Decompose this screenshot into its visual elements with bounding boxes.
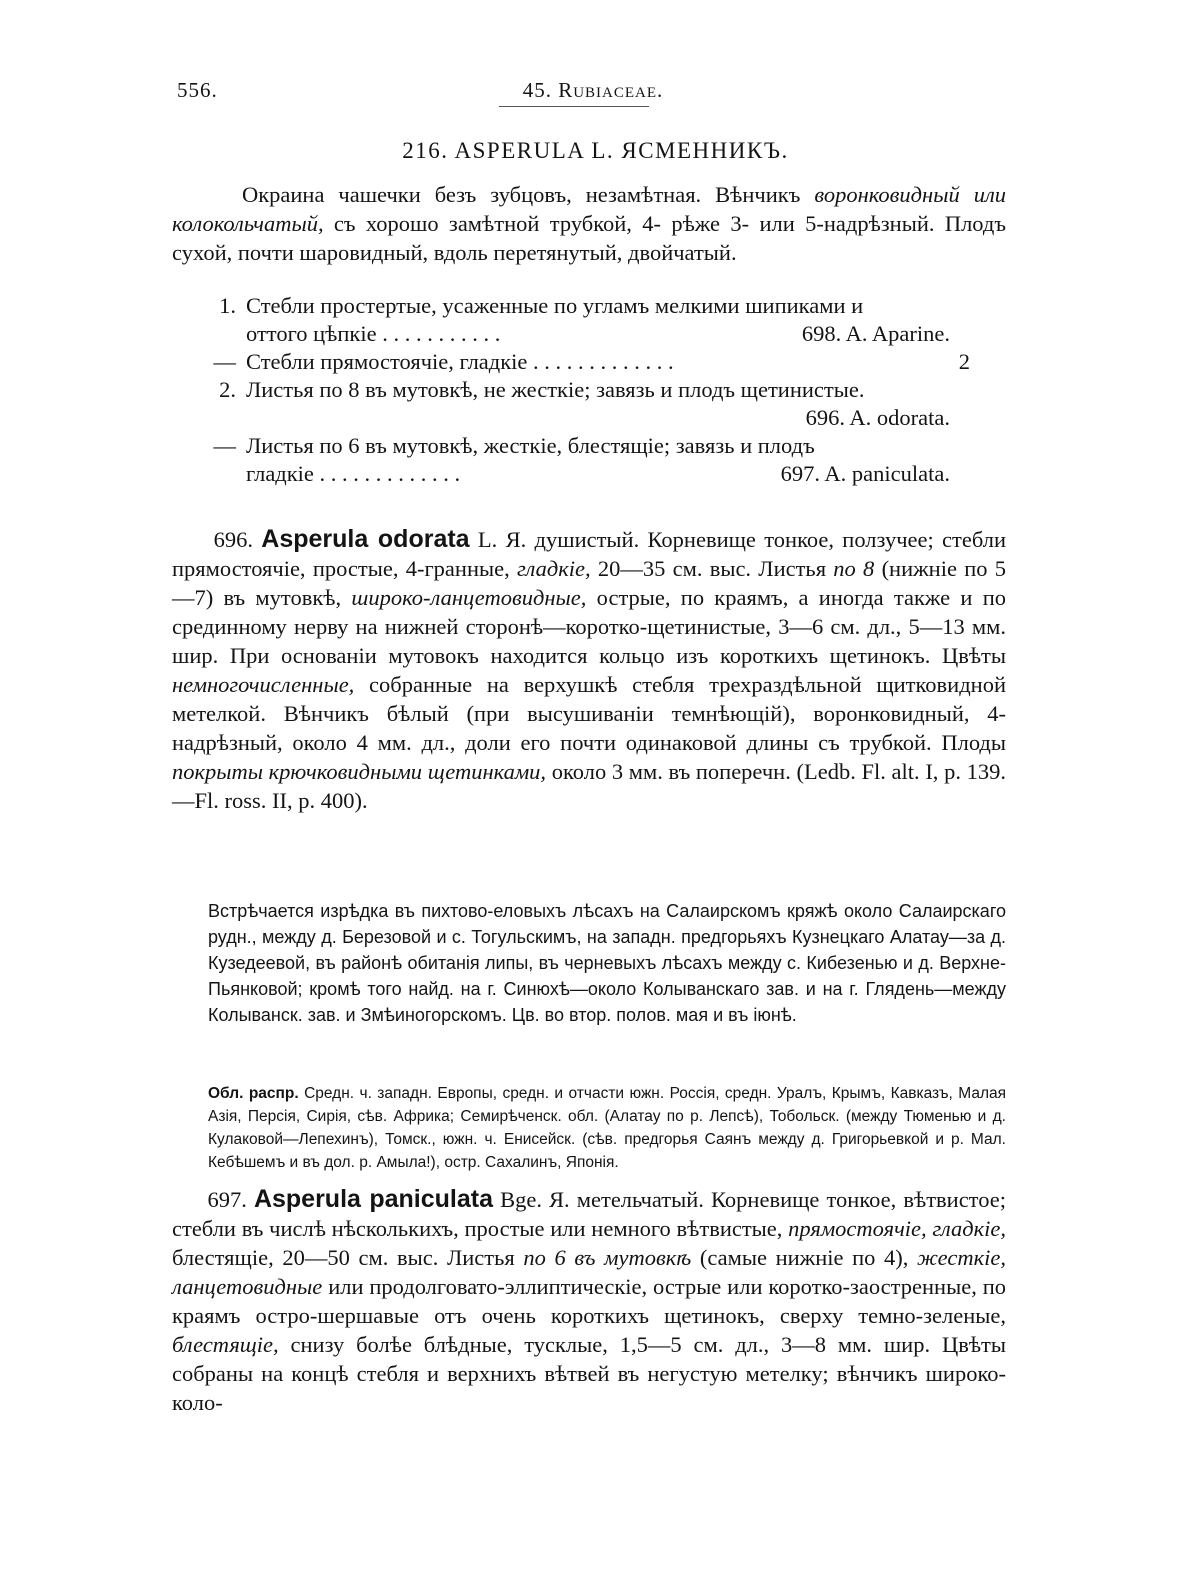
key-line-text: Листья по 6 въ мутовкѣ, жесткіе, блестящіе; завязь и плодъ — [246, 433, 815, 458]
text-run: снизу болѣе блѣдные, тусклые, 1,5—5 см. дл., 3—8 мм. шир. Цвѣты собраны на концѣ стебля и верхнихъ вѣтвей въ негустую метелку; вѣнчикъ широко-коло- — [172, 1332, 1006, 1415]
species-696-number: 696. — [213, 527, 253, 552]
key-line-text: гладкіе . . . . . . . . . . . . . — [246, 461, 461, 486]
key-line-text: Стебли прямостоячіе, гладкіе . . . . . . . . . . . . . — [246, 349, 674, 374]
key-line-number: — — [213, 433, 236, 458]
text-run: острые, по краямъ, а иногда также и по срединному нерву на нижней сторонѣ—коротко-щетинистые, 3—6 см. дл., 5—13 мм. шир. При основаніи мутовокъ находится кольцо изъ короткихъ щетинокъ. Цвѣты — [172, 585, 1006, 668]
italic-phrase: жесткіе, ланцетовидные — [172, 1245, 1006, 1299]
key-line — [200, 348, 970, 376]
species-697-number: 697. — [207, 1187, 247, 1212]
distribution-label: Обл. распр. — [208, 1085, 299, 1102]
genus-heading: 216. ASPERULA L. ЯСМЕННИКЪ. — [402, 138, 789, 163]
key-line-reference: 2 — [958, 349, 970, 374]
running-title — [177, 78, 1009, 103]
species-696-distribution — [208, 1082, 1006, 1174]
genus-description-text: Окраина чашечки безъ зубцовъ, незамѣтная. Вѣнчикъ — [241, 182, 815, 207]
distribution-text: Средн. ч. западн. Европы, средн. и отчасти южн. Россія, средн. Уралъ, Крымъ, Кавказъ, Малая Азія, Персія, Сирія, сѣв. Африка; Семирѣченск. обл. (Алатау по р. Лепсѣ), Тобольск. (между Тюменью и д. Кулаковой—Лепехинъ), Томск., южн. ч. Енисейск. (сѣв. предгорья Саянъ между д. Григорьевкой и р. Мал. Кебѣшемъ и въ дол. р. Амыла!), остр. Сахалинъ, Японія. — [208, 1085, 1006, 1171]
key-line — [200, 292, 970, 320]
key-line — [200, 404, 970, 432]
running-title-text: Rubiaceae. — [558, 78, 664, 102]
text-run: собранные на верхушкѣ стебля трехраздѣльной щитковидной метелкой. Вѣнчикъ бѣлый (при высушиваніи темнѣющій), воронковидный, 4-надрѣзный, около 4 мм. дл., доли его почти одинаковой длины съ трубкой. Плоды — [172, 672, 1006, 755]
italic-phrase: широко-ланцетовидные, — [351, 585, 587, 610]
key-line-reference: 697. A. paniculata. — [780, 461, 950, 486]
species-696-description — [172, 527, 1006, 813]
key-line-reference: 696. A. odorata. — [805, 405, 950, 430]
page-number: 556. — [177, 78, 218, 102]
text-run: Корневище тонкое, вѣтвистое; стебли въ числѣ нѣсколькихъ, простые или немного вѣтвистые, — [172, 1187, 1006, 1241]
italic-phrase: покрыты крючковидными щетинками, — [172, 759, 547, 784]
italic-phrase: прямостоячіе, гладкіе, — [788, 1216, 1006, 1241]
italic-phrase: немногочисленные, — [172, 672, 355, 697]
species-696-habitat — [208, 898, 1006, 1028]
species-696-entry — [172, 525, 1006, 815]
italic-phrase: гладкіе, — [517, 556, 591, 581]
species-697-description — [172, 1187, 1006, 1415]
text-run: 20—35 см. выс. Листья — [590, 556, 834, 581]
key-line-reference: 698. A. Aparine. — [801, 321, 950, 346]
text-run: (нижніе по 5—7) въ мутовкѣ, — [172, 556, 1007, 610]
key-line-text: Листья по 8 въ мутовкѣ, не жесткіе; завязь и плодъ щетинистые. — [246, 377, 865, 402]
key-line — [200, 432, 970, 460]
running-title-number: 45. — [522, 78, 552, 102]
text-run: блестящіе, 20—50 см. выс. Листья — [172, 1245, 524, 1270]
key-line-text: оттого цѣпкіе . . . . . . . . . . . — [246, 321, 501, 346]
genus-description-italic: воронковидный или колокольчатый, — [172, 182, 1007, 236]
text-run: Корневище тонкое, ползучее; стебли прямостоячіе, простые, 4-гранные, — [172, 527, 1007, 581]
genus-description — [172, 180, 1006, 267]
species-697-name: Asperula paniculata — [253, 1185, 493, 1213]
habitat-text: Встрѣчается изрѣдка въ пихтово-еловыхъ лѣсахъ на Салаирскомъ кряжѣ около Салаирскаго рудн., между д. Березовой и с. Тогульскимъ, на западн. предгорьяхъ Кузнецкаго Алатау—за д. Кузедеевой, въ районѣ обитанія липы, въ черневыхъ лѣсахъ между с. Кибезенью и д. Верхне-Пьянковой; кромѣ того найд. на г. Синюхѣ—около Колыванскаго зав. и на г. Глядень—между Колыванск. зав. и Змѣиногорскомъ. Цв. во втор. полов. мая и въ іюнѣ. — [208, 901, 1006, 1025]
species-697-authority: Bge. Я. метельчатый. — [492, 1187, 712, 1212]
key-line — [200, 320, 970, 348]
key-line-number: 2. — [219, 377, 236, 402]
text-run: или продолговато-эллиптическіе, острые или коротко-заостренные, по краямъ остро-шершавые отъ очень короткихъ щетинокъ, сверху темно-зеленые, — [172, 1274, 1006, 1328]
text-run: (самые нижніе по 4), — [691, 1245, 918, 1270]
italic-phrase: по 8 — [833, 556, 875, 581]
header-rule — [499, 106, 649, 107]
genus-description-text-end: съ хорошо замѣтной трубкой, 4- рѣже 3- или 5-надрѣзный. Плодъ сухой, почти шаровидный, вдоль перетянутый, двойчатый. — [172, 211, 1006, 265]
italic-phrase: по 6 въ мутовкѣ — [523, 1245, 692, 1270]
key-line — [200, 460, 970, 488]
species-696-authority: L. Я. душистый. — [469, 527, 648, 552]
italic-phrase: блестящіе, — [172, 1332, 279, 1357]
key-line-text: Стебли простертые, усаженные по угламъ мелкими шипиками и — [246, 293, 864, 318]
species-697-entry — [172, 1185, 1006, 1417]
identification-key — [200, 292, 970, 488]
species-696-name: Asperula odorata — [261, 525, 470, 553]
text-run: около 3 мм. въ поперечн. (Ledb. Fl. alt. I, p. 139.—Fl. ross. II, p. 400). — [172, 759, 1006, 813]
page-header — [177, 78, 1009, 108]
key-line-number: 1. — [219, 293, 236, 318]
key-line-number: — — [213, 349, 236, 374]
key-line — [200, 376, 970, 404]
